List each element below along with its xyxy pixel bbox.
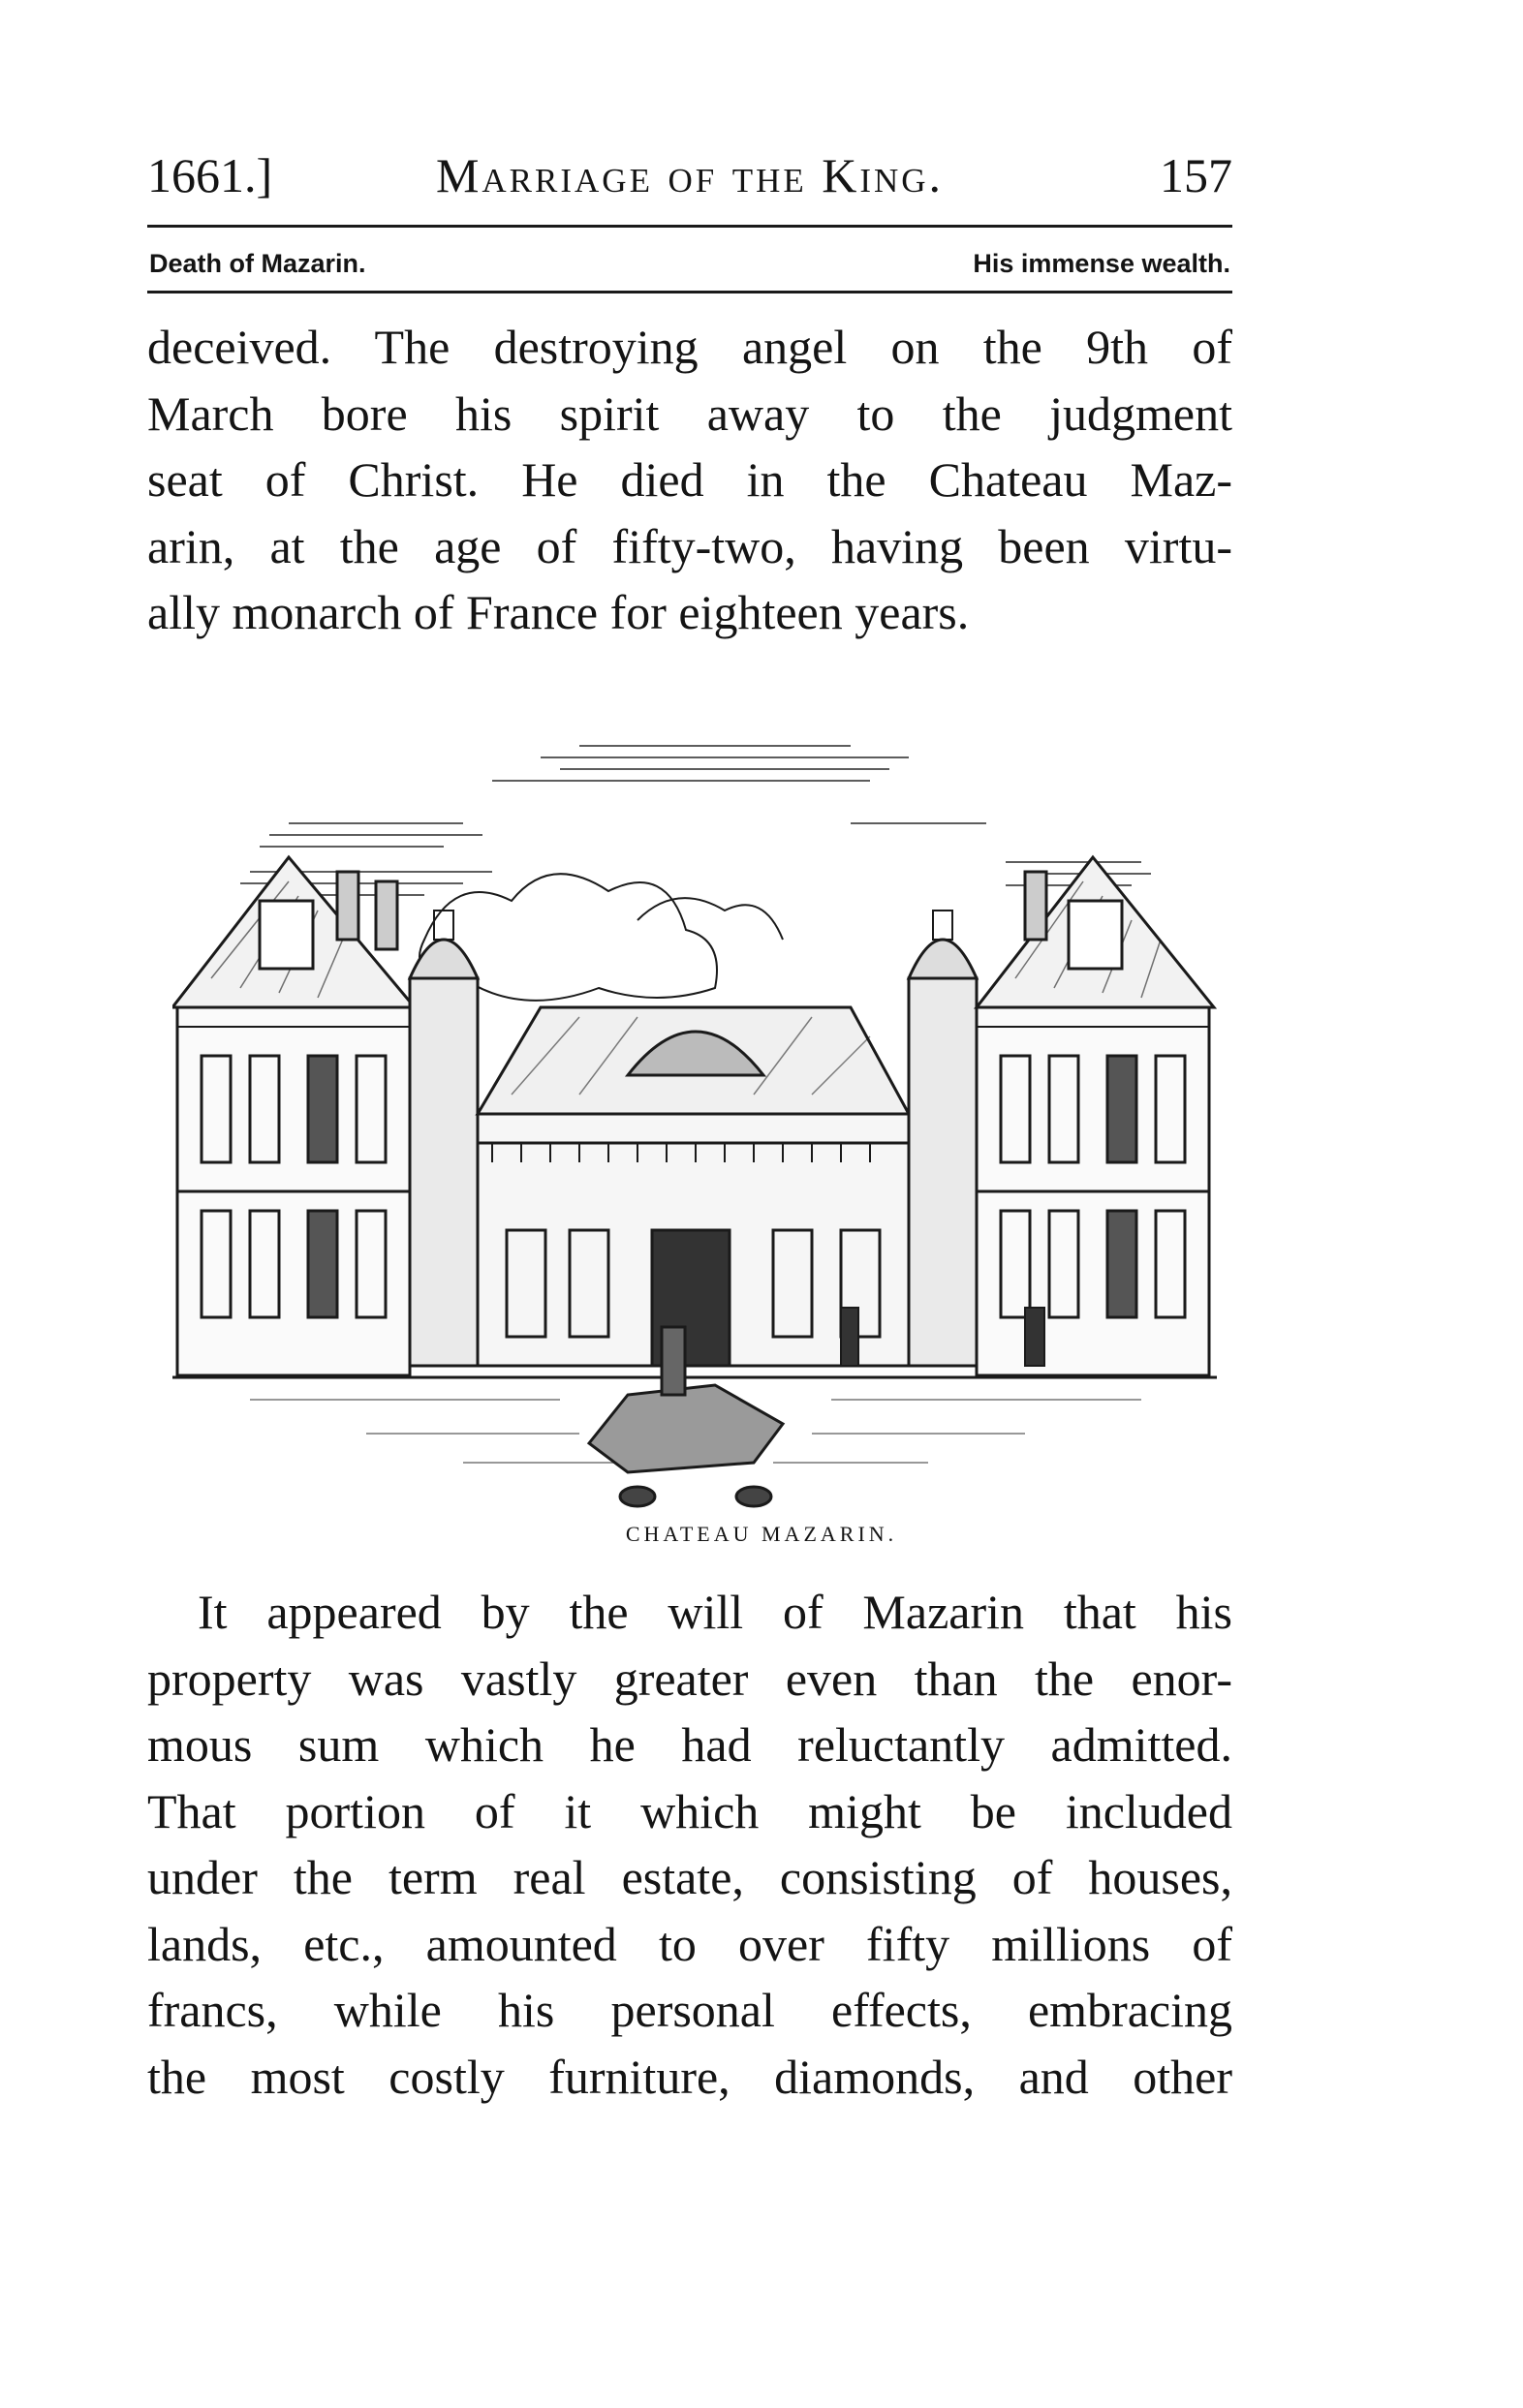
text-line: deceived. The destroying angel on the 9th of: [147, 320, 1232, 374]
chateau-engraving: [172, 688, 1217, 1511]
figure-caption: CHATEAU MAZARIN.: [625, 1522, 898, 1546]
header-rule: [147, 225, 1232, 228]
text-line: It appeared by the will of Mazarin that his: [198, 1585, 1232, 1639]
shoulder-note-left: Death of Mazarin.: [149, 249, 366, 278]
text-line: francs, while his personal effects, embracing: [147, 1983, 1232, 2037]
page-number: 157: [1160, 148, 1232, 202]
text-line: March bore his spirit away to the judgment: [147, 386, 1232, 441]
text-line: mous sum which he had reluctantly admitted.: [147, 1717, 1232, 1772]
text-line: under the term real estate, consisting of houses,: [147, 1850, 1232, 1904]
text-line: property was vastly greater even than the enor-: [147, 1651, 1232, 1706]
text-line: ally monarch of France for eighteen years.: [147, 585, 970, 639]
paragraph-1: [147, 314, 1232, 646]
text-line: the most costly furniture, diamonds, and other: [147, 2049, 1232, 2104]
running-head-title: Marriage of the King.: [435, 148, 945, 202]
paragraph-2: [147, 1579, 1232, 2110]
running-head: [147, 141, 1232, 209]
text-line: seat of Christ. He died in the Chateau Maz-: [147, 452, 1232, 507]
shoulder-rule: [147, 291, 1232, 293]
text-line: lands, etc., amounted to over fifty millions of: [147, 1916, 1232, 1971]
shoulder-notes: [147, 244, 1232, 283]
text-line: arin, at the age of fifty-two, having been virtu-: [147, 518, 1232, 573]
shoulder-note-right: His immense wealth.: [973, 249, 1230, 278]
text-line: That portion of it which might be included: [147, 1783, 1232, 1838]
running-head-year: 1661.]: [147, 148, 273, 202]
